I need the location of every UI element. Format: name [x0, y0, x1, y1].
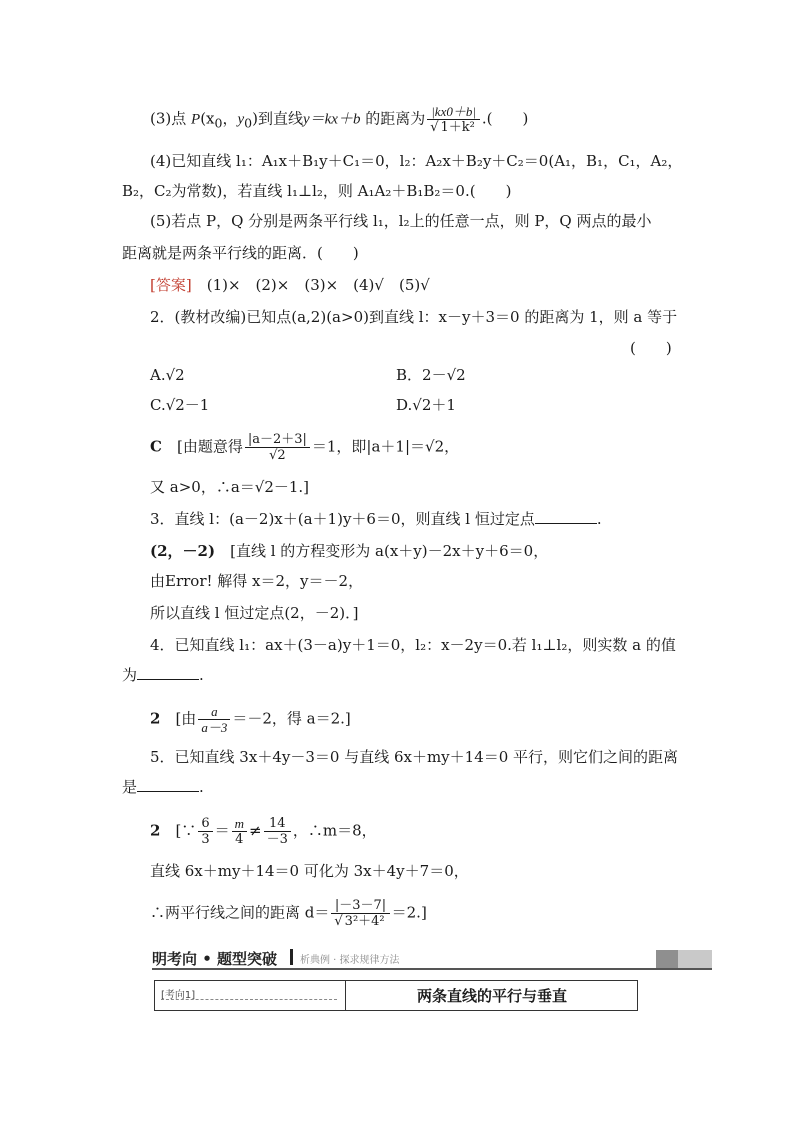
- p2-stem: 2．(教材改编)已知点(a,2)(a>0)到直线 l：x－y＋3＝0 的距离为 1，则 a 等于: [150, 308, 678, 326]
- q5-line1: (5)若点 P，Q 分别是两条平行线 l₁，l₂上的任意一点，则 P，Q 两点的最小: [150, 212, 652, 230]
- topic-tag: [考向1]: [161, 990, 196, 1001]
- p3-solution-line2: 由Error! 解得 x＝2，y＝－2，: [150, 572, 364, 590]
- p2-solution-line2: 又 a>0，∴a＝√2－1.]: [150, 478, 310, 496]
- topic-tag-cell: [155, 981, 346, 1010]
- p2-solution-line1: C [由题意得 $\frac{|a-2+3|}{√2}$ ＝1，即|a＋1|＝√2，: [150, 432, 460, 463]
- answer-blank: [535, 509, 597, 524]
- q4-line2: B₂，C₂为常数)，若直线 l₁⊥l₂，则 A₁A₂＋B₁B₂＝0.( ): [122, 182, 512, 200]
- dashed-line: [161, 999, 337, 1000]
- p2-option-b: B．2－√2: [396, 366, 466, 384]
- section-underline: [152, 968, 712, 970]
- q3-fraction: $\frac{|kx0+b|}{\text{√ 1＋k²}}$: [427, 104, 480, 135]
- p5-fraction-4: $\frac{|-3-7|}{\text{√ 3²＋4²}}$: [331, 898, 389, 929]
- decor-block-light: [678, 950, 712, 968]
- p4-fraction: $\frac{a}{a-3}$: [198, 704, 230, 735]
- p2-option-a: A.√2: [150, 366, 185, 384]
- p5-stem-line1: 5．已知直线 3x＋4y－3＝0 与直线 6x＋my＋14＝0 平行，则它们之间的距离: [150, 748, 679, 766]
- p5-fraction-2: $\frac{m}{4}$: [232, 816, 247, 847]
- section-divider: [290, 949, 293, 965]
- p4-solution: 2 [由 $\frac{a}{a-3}$ ＝－2，得 a＝2.]: [150, 704, 351, 735]
- p2-fraction: $\frac{|a-2+3|}{√2}$: [245, 432, 310, 463]
- q5-line2: 距离就是两条平行线的距离．( ): [122, 244, 359, 262]
- p4-stem-line1: 4．已知直线 l₁：ax＋(3－a)y＋1＝0，l₂：x－2y＝0.若 l₁⊥l₂，则实数 a 的值: [150, 636, 676, 654]
- p5-fraction-1: $\frac{6}{3}$: [198, 816, 212, 847]
- answer-blank: [137, 665, 199, 680]
- p5-stem-line2: 是 .: [122, 778, 204, 796]
- p5-solution-line2: 直线 6x＋my＋14＝0 可化为 3x＋4y＋7＝0，: [150, 862, 469, 880]
- p5-solution-line3: ∴两平行线之间的距离 d＝ $\frac{|-3-7|}{\text{√ 3²＋4²}}$ ＝2.]: [150, 898, 427, 929]
- p3-stem: 3．直线 l：(a－2)x＋(a＋1)y＋6＝0，则直线 l 恒过定点 .: [150, 510, 602, 528]
- p4-stem-line2: 为 .: [122, 666, 204, 684]
- p3-solution-line3: 所以直线 l 恒过定点(2，－2)．]: [150, 604, 359, 622]
- p2-option-c: C.√2－1: [150, 396, 210, 414]
- p2-paren: ( ): [630, 339, 672, 357]
- p3-solution-line1: (2，－2) [直线 l 的方程变形为 a(x＋y)－2x＋y＋6＝0，: [150, 542, 549, 560]
- section-header: [152, 946, 712, 970]
- p5-fraction-3: $\frac{14}{-3}$: [264, 816, 291, 847]
- p2-option-d: D.√2＋1: [396, 396, 456, 414]
- answer1-line: [答案] (1)× (2)× (3)× (4)√ (5)√: [150, 276, 430, 294]
- p5-solution-line1: 2 [∵ $\frac{6}{3}$ ＝ $\frac{m}{4}$ ≠ $\frac{14}{-3}$ ，∴m＝8，: [150, 816, 377, 847]
- q4-line1: (4)已知直线 l₁：A₁x＋B₁y＋C₁＝0，l₂：A₂x＋B₂y＋C₂＝0(A₁，B₁，C₁，A₂，: [150, 152, 683, 170]
- answer-tag: [答案]: [150, 276, 192, 294]
- topic-table: [154, 980, 638, 1011]
- decor-block-dark: [656, 950, 678, 968]
- section-subtitle: 析典例 · 探求规律方法: [300, 955, 400, 966]
- section-title: 明考向 • 题型突破: [152, 950, 278, 968]
- topic-heading: 两条直线的平行与垂直: [416, 987, 567, 1005]
- q3-line: (3)点 $P(x_0$，$y_0$)到直线y＝kx＋b 的距离为 $\frac{|kx0+b|}{\text{√ 1＋k²}}$ .( ): [150, 104, 529, 135]
- answer-blank: [137, 777, 199, 792]
